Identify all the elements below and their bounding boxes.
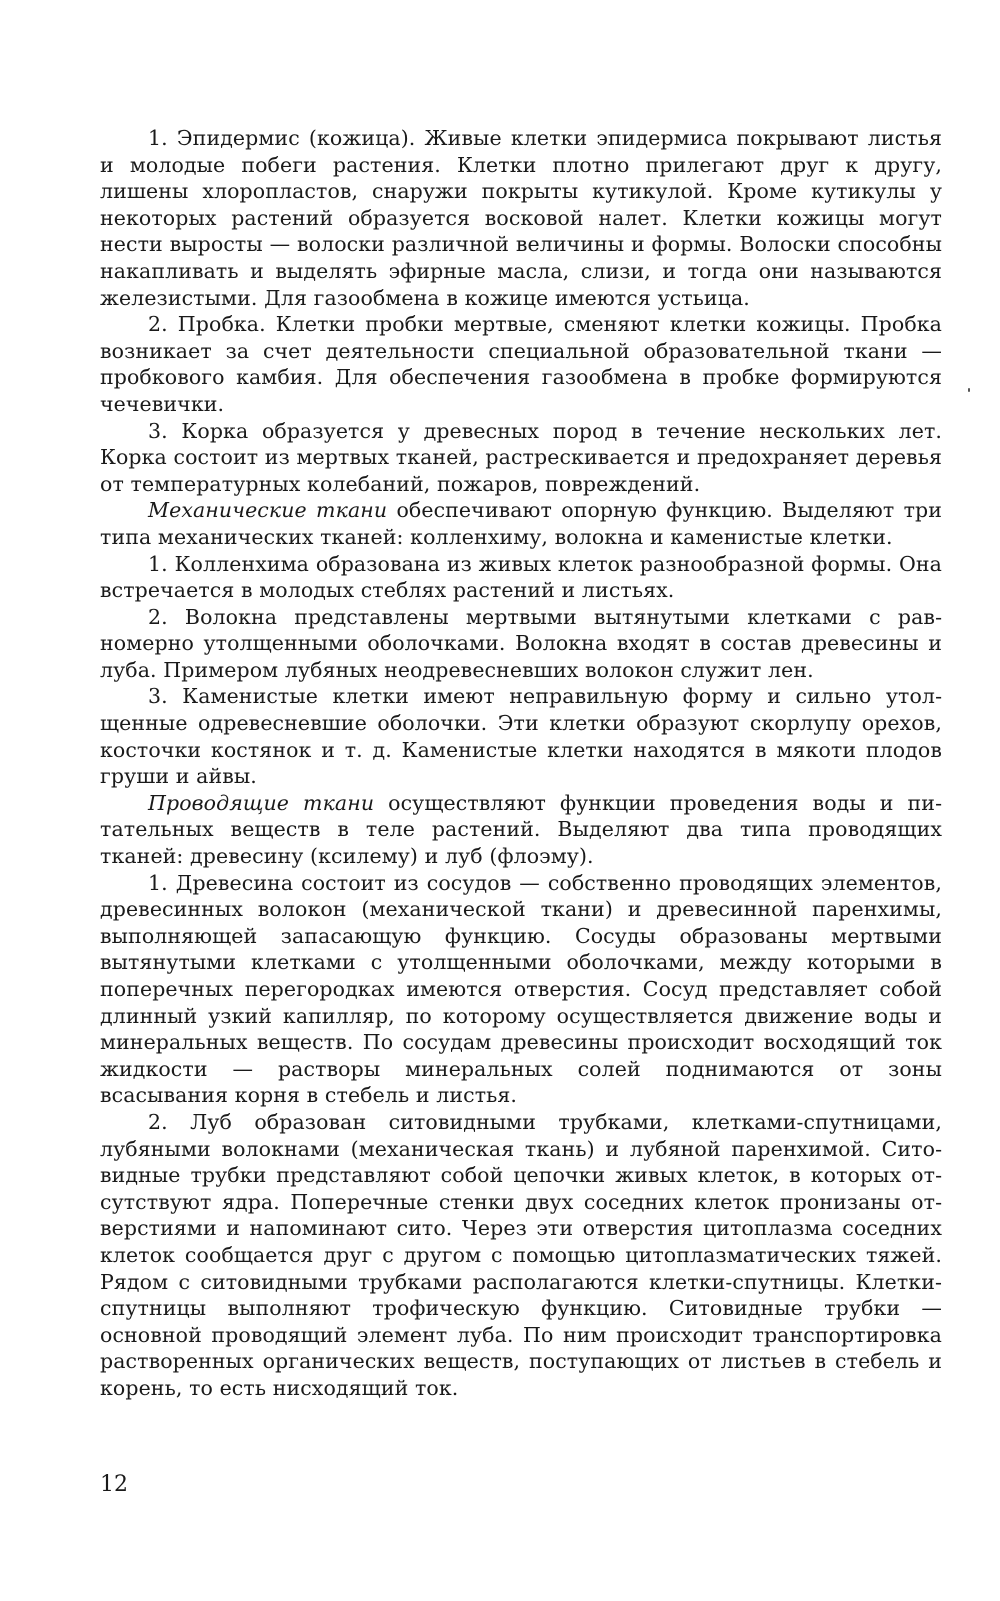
page-number: 12 xyxy=(100,1472,128,1497)
paragraph-mechanical-tissues xyxy=(100,497,942,550)
paragraph-phloem: 2. Луб образован ситовидными трубками, клетками-спутницами, лубяными волокнами (механическая ткань) и лубяной паренхимой. Ситовидные трубки представляют собой цепочки живых клеток, в которых отсутствуют ядра. Поперечные стенки двух соседних клеток пронизаны отверстиями и напоминают сито. Через эти отверстия цитоплазма соседних клеток сообщается друг с другом с помощью цитоплазматических тяжей. Рядом с ситовидными трубками располагаются клетки-спутницы. Клетки-спутницы выполняют трофическую функцию. Ситовидные трубки — основной проводящий элемент луба. По ним происходит транспортировка растворенных органических веществ, поступающих от листьев в стебель и корень, то есть нисходящий ток. xyxy=(100,1109,942,1400)
paragraph-stone-cells: 3. Каменистые клетки имеют неправильную форму и сильно утолщенные одревесневшие оболочки. Эти клетки образуют скорлупу орехов, косточки костянок и т. д. Каменистые клетки находятся в мякоти плодов груши и айвы. xyxy=(100,684,942,789)
paragraph-conducting-tissues xyxy=(100,790,942,870)
paragraph-conducting-tissues-text: осуществляют функции проведения воды и питательных веществ в теле растений. Выделяют два типа проводящих тканей: древесину (ксилему) и луб (флоэму). xyxy=(100,790,942,869)
paragraph-epidermis: 1. Эпидермис (кожица). Живые клетки эпидермиса покрывают листья и молодые побеги растения. Клетки плотно прилегают друг к другу, лишены хлоропластов, снаружи покрыты кутикулой. Кроме кутикулы у некоторых растений образуется восковой налет. Клетки кожицы могут нести выросты — волоски различной величины и формы. Волоски способны накапливать и выделять эфирные масла, слизи, и тогда они называются железистыми. Для газообмена в кожице имеются устьица. xyxy=(100,126,942,310)
term-conducting-tissues: Проводящие ткани xyxy=(148,790,375,815)
scan-speck xyxy=(968,388,970,392)
paragraph-bark: 3. Корка образуется у древесных пород в течение нескольких лет. Корка состоит из мертвых тканей, растрескивается и предохраняет деревья от температурных колебаний, пожаров, повреждений. xyxy=(100,418,942,496)
paragraph-xylem: 1. Древесина состоит из сосудов — собственно проводящих элементов, древесинных волокон (механической ткани) и древесинной паренхимы, выполняющей запасающую функцию. Сосуды образованы мертвыми вытянутыми клетками с утолщенными оболочками, между которыми в поперечных перегородках имеются отверстия. Сосуд представляет собой длинный узкий капилляр, по которому осуществляется движение воды и минеральных веществ. По сосудам древесины происходит восходящий ток жидкости — растворы минеральных солей поднимаются от зоны всасывания корня в стебель и листья. xyxy=(100,870,942,1108)
term-mechanical-tissues: Механические ткани xyxy=(148,498,388,523)
body-text xyxy=(100,125,942,1402)
paragraph-fibers: 2. Волокна представлены мертвыми вытянутыми клетками с равномерно утолщенными оболочками. Волокна входят в состав древесины и луба. Примером лубяных неодревесневших волокон служит лен. xyxy=(100,604,942,682)
paragraph-mechanical-tissues-text: обеспечивают опорную функцию. Выделяют три типа механических тканей: колленхиму, волокна и каменистые клетки. xyxy=(100,498,942,549)
paragraph-cork: 2. Пробка. Клетки пробки мертвые, сменяют клетки кожицы. Пробка возникает за счет деятельности специальной образовательной ткани — пробкового камбия. Для обеспечения газообмена в пробке формируются чечевички. xyxy=(100,312,942,416)
paragraph-collenchyma: 1. Колленхима образована из живых клеток разнообразной формы. Она встречается в молодых стеблях растений и листьях. xyxy=(100,551,942,603)
